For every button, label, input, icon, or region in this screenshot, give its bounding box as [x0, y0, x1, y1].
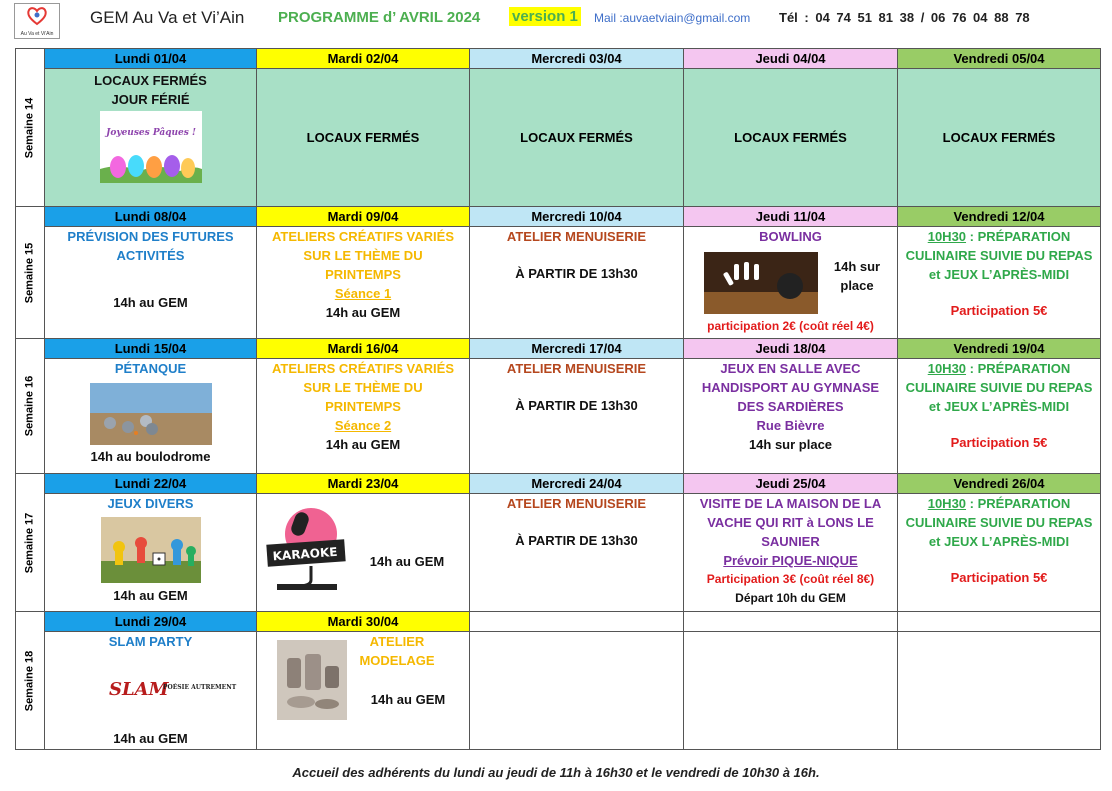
day-header-monday: Lundi 29/04 [45, 612, 257, 632]
version-badge: version 1 [509, 7, 581, 26]
week-label: Semaine 17 [23, 512, 36, 573]
activity-cell [684, 69, 898, 207]
activity-cell [684, 494, 898, 612]
activity-time: 14h au GEM [113, 588, 188, 603]
day-header-wednesday: Mercredi 24/04 [470, 474, 684, 494]
week-label-cell [16, 339, 45, 474]
week-label: Semaine 14 [23, 97, 36, 158]
activity-place: Rue Bièvre [756, 418, 825, 433]
activity-time: 14h au GEM [113, 295, 188, 310]
activity-cell [45, 632, 257, 750]
day-header-thursday: Jeudi 04/04 [684, 49, 898, 69]
day-header-friday: Vendredi 12/04 [898, 207, 1101, 227]
week-label-cell [16, 474, 45, 612]
activity-cell [257, 69, 470, 207]
activity-start-time: 10H30 [927, 496, 967, 511]
activity-time: À PARTIR DE 13h30 [515, 533, 638, 548]
opening-hours-footer: Accueil des adhérents du lundi au jeudi de 11h à 16h30 et le vendredi de 10h30 à 16h. [292, 765, 820, 780]
activity-title: VISITE DE LA MAISON DE LA VACHE QUI RIT à LONS LE SAUNIER [699, 496, 882, 549]
closed-label: LOCAUX FERMÉS [94, 73, 207, 88]
easter-image-text: Joyeuses Pâques ! [105, 128, 196, 138]
slam-poetry-image [103, 663, 236, 715]
activity-cell [684, 227, 898, 339]
week-label-cell [16, 612, 45, 750]
day-header-empty [898, 612, 1101, 632]
activity-time: 14h sur place [833, 259, 881, 293]
day-header-thursday: Jeudi 18/04 [684, 339, 898, 359]
activity-title: : PRÉPARATION CULINAIRE SUIVIE DU REPAS et JEUX L’APRÈS-MIDI [905, 496, 1093, 549]
closed-label: LOCAUX FERMÉS [734, 130, 847, 145]
activity-title: ATELIERS CRÉATIFS VARIÉS SUR LE THÈME DU PRINTEMPS [271, 229, 454, 282]
karaoke-image [267, 506, 353, 592]
activity-cell [45, 359, 257, 474]
karaoke-image-text: KARAOKE [272, 544, 338, 564]
day-header-tuesday: Mardi 23/04 [257, 474, 470, 494]
activity-cell [257, 494, 470, 612]
activity-row [16, 632, 1101, 750]
activity-cell [257, 632, 470, 750]
day-header-monday: Lundi 08/04 [45, 207, 257, 227]
day-header-monday: Lundi 15/04 [45, 339, 257, 359]
day-header-friday: Vendredi 05/04 [898, 49, 1101, 69]
activity-time: À PARTIR DE 13h30 [515, 266, 638, 281]
day-header-friday: Vendredi 26/04 [898, 474, 1101, 494]
activity-title: ATELIER MODELAGE [359, 634, 435, 668]
closed-label: LOCAUX FERMÉS [942, 130, 1056, 145]
contact-phone: Tél : 04 74 51 81 38 / 06 76 04 88 78 [779, 10, 1030, 25]
activity-cell-empty [898, 632, 1101, 750]
heart-logo-icon [27, 7, 47, 25]
contact-mail[interactable]: Mail :auvaetviain@gmail.com [594, 11, 751, 25]
activity-cell-empty [684, 632, 898, 750]
activity-note: Prévoir PIQUE-NIQUE [723, 553, 858, 568]
day-header-empty [684, 612, 898, 632]
activity-time: 14h au GEM [369, 554, 445, 569]
activity-title: JEUX EN SALLE AVEC HANDISPORT AU GYMNASE DES SARDIÈRES [701, 361, 880, 414]
week-label: Semaine 15 [23, 242, 36, 303]
petanque-image [90, 383, 212, 445]
week-label: Semaine 18 [23, 650, 36, 711]
page-header [0, 0, 1112, 40]
week-label-cell [16, 49, 45, 207]
day-header-wednesday: Mercredi 10/04 [470, 207, 684, 227]
activity-row [16, 359, 1101, 474]
org-name: GEM Au Va et Vi’Ain [90, 8, 245, 27]
day-header-row [16, 339, 1101, 359]
day-header-monday: Lundi 22/04 [45, 474, 257, 494]
activity-cell [45, 227, 257, 339]
day-header-row [16, 474, 1101, 494]
day-header-friday: Vendredi 19/04 [898, 339, 1101, 359]
board-games-image [101, 517, 201, 583]
session-label: Séance 2 [334, 418, 392, 433]
activity-title: BOWLING [759, 229, 822, 244]
gem-logo [14, 3, 60, 39]
activity-cell [684, 359, 898, 474]
activity-price: participation 2€ (coût réel 4€) [707, 319, 874, 333]
activity-price: Participation 5€ [950, 435, 1048, 450]
activity-cell [257, 227, 470, 339]
activity-title: PÉTANQUE [114, 361, 187, 376]
bowling-image [704, 252, 818, 314]
activity-cell [470, 227, 684, 339]
activity-cell [898, 494, 1101, 612]
day-header-wednesday: Mercredi 03/04 [470, 49, 684, 69]
activity-title: : PRÉPARATION CULINAIRE SUIVIE DU REPAS et JEUX L’APRÈS-MIDI [905, 229, 1093, 282]
day-header-tuesday: Mardi 09/04 [257, 207, 470, 227]
activity-cell [898, 69, 1101, 207]
day-header-thursday: Jeudi 11/04 [684, 207, 898, 227]
day-header-thursday: Jeudi 25/04 [684, 474, 898, 494]
activity-time: 14h au GEM [325, 305, 401, 320]
activity-time: 14h sur place [748, 437, 833, 452]
activity-time: 14h au GEM [325, 437, 401, 452]
activity-cell [45, 69, 257, 207]
activity-start-time: 10H30 [927, 229, 967, 244]
activity-cell [45, 494, 257, 612]
day-header-row [16, 49, 1101, 69]
activity-departure: Départ 10h du GEM [735, 591, 846, 605]
day-header-tuesday: Mardi 30/04 [257, 612, 470, 632]
activity-title: ATELIER MENUISERIE [506, 361, 647, 376]
activity-cell-empty [470, 632, 684, 750]
day-header-empty [470, 612, 684, 632]
programme-title: PROGRAMME d’ AVRIL 2024 [278, 9, 481, 26]
activity-title: ATELIERS CRÉATIFS VARIÉS SUR LE THÈME DU PRINTEMPS [271, 361, 454, 414]
activity-title: JEUX DIVERS [107, 496, 194, 511]
activity-start-time: 10H30 [927, 361, 967, 376]
slam-image-text: SLAM [108, 679, 169, 700]
closed-label: LOCAUX FERMÉS [306, 130, 420, 145]
activity-cell [470, 69, 684, 207]
activity-price: Participation 3€ (coût réel 8€) [706, 572, 875, 586]
easter-eggs-image [100, 111, 202, 183]
activity-title: ATELIER MENUISERIE [506, 229, 647, 244]
activity-time: À PARTIR DE 13h30 [515, 398, 638, 413]
day-header-monday: Lundi 01/04 [45, 49, 257, 69]
activity-row [16, 227, 1101, 339]
schedule-table [15, 48, 1101, 750]
day-header-row [16, 207, 1101, 227]
activity-cell [898, 227, 1101, 339]
activity-title: : PRÉPARATION CULINAIRE SUIVIE DU REPAS et JEUX L’APRÈS-MIDI [905, 361, 1093, 414]
activity-time: 14h au GEM [113, 731, 188, 746]
activity-time: 14h au boulodrome [90, 449, 211, 464]
session-label: Séance 1 [334, 286, 392, 301]
logo-text: Au Va et Vi'Ain [20, 31, 54, 37]
week-label-cell [16, 207, 45, 339]
activity-cell [898, 359, 1101, 474]
week-label: Semaine 16 [23, 375, 36, 437]
day-header-row [16, 612, 1101, 632]
activity-title: ATELIER MENUISERIE [506, 496, 647, 511]
day-header-wednesday: Mercredi 17/04 [470, 339, 684, 359]
activity-cell [470, 359, 684, 474]
closed-label: LOCAUX FERMÉS [520, 130, 633, 145]
activity-title: PRÉVISION DES FUTURES ACTIVITÉS [67, 229, 234, 263]
activity-cell [257, 359, 470, 474]
activity-cell [470, 494, 684, 612]
activity-title: SLAM PARTY [108, 634, 193, 649]
slam-image-subtext: POÉSIE AUTREMENT [162, 684, 236, 691]
activity-price: Participation 5€ [950, 303, 1048, 318]
activity-time: 14h au GEM [370, 692, 446, 707]
pottery-image [277, 640, 347, 720]
day-header-tuesday: Mardi 16/04 [257, 339, 470, 359]
holiday-label: JOUR FÉRIÉ [111, 92, 190, 107]
activity-price: Participation 5€ [950, 570, 1048, 585]
activity-row [16, 69, 1101, 207]
day-header-tuesday: Mardi 02/04 [257, 49, 470, 69]
activity-row [16, 494, 1101, 612]
